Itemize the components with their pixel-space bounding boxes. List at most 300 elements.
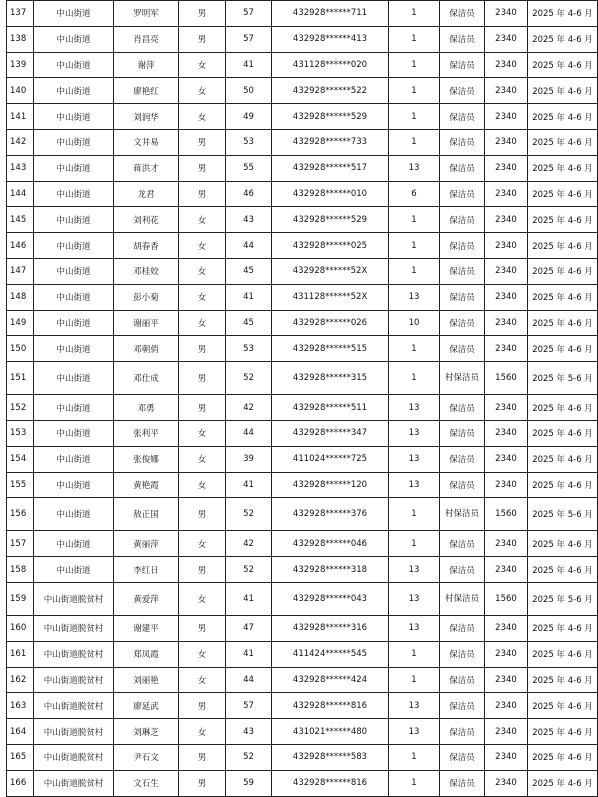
amount-cell: 2340 [485,258,528,284]
table-row [7,744,598,770]
id-number-cell: 432928******733 [272,129,389,155]
street-cell: 中山街道脱贫村 [34,719,114,745]
sex-cell: 男 [179,129,226,155]
period-cell: 2025 年 4-6 月 [528,420,598,446]
id-number-cell: 432928******026 [272,310,389,336]
job-cell: 村保洁员 [440,362,485,395]
group-cell: 13 [389,557,440,583]
period-cell: 2025 年 4-6 月 [528,395,598,421]
name-cell: 张利平 [114,420,179,446]
period-cell: 2025 年 4-6 月 [528,104,598,130]
job-cell: 保洁员 [440,207,485,233]
row-number-cell: 139 [7,52,34,78]
id-number-cell: 431128******020 [272,52,389,78]
job-cell: 保洁员 [440,104,485,130]
sex-cell: 女 [179,233,226,259]
id-number-cell: 432928******010 [272,181,389,207]
amount-cell: 2340 [485,104,528,130]
sex-cell: 女 [179,207,226,233]
period-cell: 2025 年 4-6 月 [528,310,598,336]
table-row [7,1,598,27]
period-cell: 2025 年 5-6 月 [528,498,598,531]
group-cell: 13 [389,155,440,181]
job-cell: 保洁员 [440,284,485,310]
amount-cell: 2340 [485,472,528,498]
age-cell: 45 [226,258,272,284]
age-cell: 55 [226,155,272,181]
name-cell: 文石生 [114,770,179,796]
table-row [7,233,598,259]
street-cell: 中山街道 [34,472,114,498]
period-cell: 2025 年 4-6 月 [528,181,598,207]
street-cell: 中山街道 [34,498,114,531]
table-row [7,362,598,395]
roster-sheet [6,0,593,797]
sex-cell: 男 [179,770,226,796]
period-cell: 2025 年 4-6 月 [528,1,598,27]
sex-cell: 男 [179,498,226,531]
job-cell: 保洁员 [440,336,485,362]
table-row [7,641,598,667]
period-cell: 2025 年 4-6 月 [528,641,598,667]
period-cell: 2025 年 4-6 月 [528,155,598,181]
name-cell: 邓勇 [114,395,179,421]
id-number-cell: 411024******725 [272,446,389,472]
table-row [7,498,598,531]
id-number-cell: 432928******711 [272,1,389,27]
street-cell: 中山街道 [34,78,114,104]
sex-cell: 男 [179,395,226,421]
row-number-cell: 137 [7,1,34,27]
row-number-cell: 144 [7,181,34,207]
row-number-cell: 149 [7,310,34,336]
sex-cell: 女 [179,104,226,130]
amount-cell: 2340 [485,336,528,362]
row-number-cell: 150 [7,336,34,362]
row-number-cell: 155 [7,472,34,498]
amount-cell: 2340 [485,667,528,693]
sex-cell: 男 [179,362,226,395]
group-cell: 1 [389,52,440,78]
row-number-cell: 161 [7,641,34,667]
table-row [7,615,598,641]
amount-cell: 2340 [485,531,528,557]
amount-cell: 2340 [485,420,528,446]
group-cell: 10 [389,310,440,336]
table-row [7,667,598,693]
sex-cell: 女 [179,284,226,310]
job-cell: 保洁员 [440,472,485,498]
street-cell: 中山街道 [34,1,114,27]
job-cell: 保洁员 [440,26,485,52]
street-cell: 中山街道 [34,26,114,52]
row-number-cell: 141 [7,104,34,130]
period-cell: 2025 年 4-6 月 [528,233,598,259]
age-cell: 44 [226,667,272,693]
street-cell: 中山街道 [34,420,114,446]
age-cell: 53 [226,336,272,362]
name-cell: 廖延武 [114,693,179,719]
amount-cell: 2340 [485,770,528,796]
row-number-cell: 152 [7,395,34,421]
group-cell: 13 [389,420,440,446]
age-cell: 57 [226,693,272,719]
age-cell: 39 [226,446,272,472]
id-number-cell: 431021******480 [272,719,389,745]
row-number-cell: 138 [7,26,34,52]
row-number-cell: 148 [7,284,34,310]
age-cell: 59 [226,770,272,796]
job-cell: 保洁员 [440,52,485,78]
street-cell: 中山街道 [34,155,114,181]
age-cell: 52 [226,362,272,395]
job-cell: 保洁员 [440,531,485,557]
street-cell: 中山街道脱贫村 [34,693,114,719]
name-cell: 谢建平 [114,615,179,641]
period-cell: 2025 年 4-6 月 [528,693,598,719]
table-row [7,310,598,336]
street-cell: 中山街道 [34,362,114,395]
job-cell: 保洁员 [440,557,485,583]
sex-cell: 女 [179,582,226,615]
name-cell: 刘丽艳 [114,667,179,693]
street-cell: 中山街道 [34,104,114,130]
period-cell: 2025 年 4-6 月 [528,719,598,745]
name-cell: 胡春香 [114,233,179,259]
street-cell: 中山街道 [34,336,114,362]
group-cell: 1 [389,207,440,233]
row-number-cell: 147 [7,258,34,284]
sex-cell: 男 [179,615,226,641]
id-number-cell: 432928******316 [272,615,389,641]
name-cell: 刘利花 [114,207,179,233]
group-cell: 1 [389,336,440,362]
sex-cell: 男 [179,744,226,770]
table-row [7,420,598,446]
table-row [7,557,598,583]
table-row [7,284,598,310]
id-number-cell: 432928******52X [272,258,389,284]
sex-cell: 女 [179,446,226,472]
table-row [7,395,598,421]
row-number-cell: 146 [7,233,34,259]
table-row [7,531,598,557]
period-cell: 2025 年 4-6 月 [528,557,598,583]
table-row [7,207,598,233]
amount-cell: 2340 [485,693,528,719]
period-cell: 2025 年 5-6 月 [528,582,598,615]
age-cell: 57 [226,1,272,27]
table-row [7,78,598,104]
sex-cell: 女 [179,531,226,557]
group-cell: 1 [389,233,440,259]
id-number-cell: 432928******347 [272,420,389,446]
age-cell: 41 [226,472,272,498]
job-cell: 保洁员 [440,395,485,421]
table-row [7,258,598,284]
job-cell: 保洁员 [440,258,485,284]
job-cell: 保洁员 [440,155,485,181]
name-cell: 肖昌亮 [114,26,179,52]
group-cell: 1 [389,531,440,557]
id-number-cell: 432928******583 [272,744,389,770]
row-number-cell: 140 [7,78,34,104]
amount-cell: 2340 [485,233,528,259]
id-number-cell: 432928******376 [272,498,389,531]
street-cell: 中山街道 [34,207,114,233]
name-cell: 谢萍 [114,52,179,78]
row-number-cell: 164 [7,719,34,745]
group-cell: 13 [389,693,440,719]
id-number-cell: 432928******529 [272,207,389,233]
amount-cell: 2340 [485,744,528,770]
name-cell: 邓桂姣 [114,258,179,284]
table-row [7,582,598,615]
age-cell: 46 [226,181,272,207]
amount-cell: 2340 [485,207,528,233]
row-number-cell: 143 [7,155,34,181]
group-cell: 1 [389,498,440,531]
job-cell: 村保洁员 [440,498,485,531]
name-cell: 尹石文 [114,744,179,770]
group-cell: 1 [389,26,440,52]
id-number-cell: 432928******511 [272,395,389,421]
street-cell: 中山街道 [34,446,114,472]
sex-cell: 男 [179,26,226,52]
name-cell: 彭小菊 [114,284,179,310]
street-cell: 中山街道 [34,395,114,421]
table-row [7,446,598,472]
period-cell: 2025 年 4-6 月 [528,472,598,498]
group-cell: 1 [389,258,440,284]
age-cell: 52 [226,498,272,531]
age-cell: 44 [226,233,272,259]
amount-cell: 2340 [485,129,528,155]
id-number-cell: 431128******52X [272,284,389,310]
table-row [7,693,598,719]
age-cell: 57 [226,26,272,52]
id-number-cell: 432928******413 [272,26,389,52]
age-cell: 47 [226,615,272,641]
table-row [7,26,598,52]
street-cell: 中山街道 [34,557,114,583]
job-cell: 保洁员 [440,667,485,693]
id-number-cell: 432928******424 [272,667,389,693]
group-cell: 1 [389,770,440,796]
amount-cell: 1560 [485,362,528,395]
age-cell: 42 [226,395,272,421]
sex-cell: 女 [179,258,226,284]
age-cell: 41 [226,641,272,667]
job-cell: 保洁员 [440,744,485,770]
name-cell: 廖艳红 [114,78,179,104]
row-number-cell: 142 [7,129,34,155]
sex-cell: 女 [179,52,226,78]
row-number-cell: 151 [7,362,34,395]
job-cell: 保洁员 [440,78,485,104]
street-cell: 中山街道脱贫村 [34,615,114,641]
roster-rows [7,1,598,797]
row-number-cell: 158 [7,557,34,583]
amount-cell: 2340 [485,310,528,336]
table-row [7,104,598,130]
name-cell: 黄爱萍 [114,582,179,615]
sex-cell: 女 [179,667,226,693]
table-row [7,336,598,362]
row-number-cell: 156 [7,498,34,531]
amount-cell: 2340 [485,26,528,52]
name-cell: 敖正国 [114,498,179,531]
row-number-cell: 145 [7,207,34,233]
period-cell: 2025 年 4-6 月 [528,770,598,796]
amount-cell: 2340 [485,181,528,207]
amount-cell: 2340 [485,641,528,667]
sex-cell: 男 [179,155,226,181]
group-cell: 1 [389,104,440,130]
id-number-cell: 432928******515 [272,336,389,362]
age-cell: 42 [226,531,272,557]
job-cell: 村保洁员 [440,582,485,615]
name-cell: 龙君 [114,181,179,207]
group-cell: 1 [389,744,440,770]
group-cell: 13 [389,284,440,310]
group-cell: 13 [389,395,440,421]
name-cell: 罗明军 [114,1,179,27]
street-cell: 中山街道 [34,233,114,259]
group-cell: 13 [389,472,440,498]
job-cell: 保洁员 [440,641,485,667]
street-cell: 中山街道 [34,284,114,310]
group-cell: 1 [389,129,440,155]
group-cell: 1 [389,667,440,693]
sex-cell: 女 [179,472,226,498]
street-cell: 中山街道脱贫村 [34,641,114,667]
id-number-cell: 432928******025 [272,233,389,259]
row-number-cell: 153 [7,420,34,446]
job-cell: 保洁员 [440,1,485,27]
age-cell: 53 [226,129,272,155]
group-cell: 13 [389,719,440,745]
job-cell: 保洁员 [440,129,485,155]
age-cell: 45 [226,310,272,336]
table-row [7,719,598,745]
table-row [7,181,598,207]
period-cell: 2025 年 4-6 月 [528,284,598,310]
row-number-cell: 157 [7,531,34,557]
name-cell: 邓朝俏 [114,336,179,362]
job-cell: 保洁员 [440,770,485,796]
id-number-cell: 432928******816 [272,770,389,796]
period-cell: 2025 年 4-6 月 [528,207,598,233]
amount-cell: 2340 [485,719,528,745]
roster-table [6,0,598,797]
period-cell: 2025 年 4-6 月 [528,129,598,155]
sex-cell: 男 [179,336,226,362]
street-cell: 中山街道 [34,310,114,336]
table-row [7,770,598,796]
job-cell: 保洁员 [440,446,485,472]
age-cell: 43 [226,719,272,745]
name-cell: 蒋洪才 [114,155,179,181]
id-number-cell: 432928******529 [272,104,389,130]
age-cell: 41 [226,582,272,615]
row-number-cell: 165 [7,744,34,770]
id-number-cell: 432928******046 [272,531,389,557]
period-cell: 2025 年 4-6 月 [528,258,598,284]
street-cell: 中山街道 [34,258,114,284]
age-cell: 41 [226,52,272,78]
age-cell: 44 [226,420,272,446]
amount-cell: 2340 [485,284,528,310]
sex-cell: 女 [179,420,226,446]
period-cell: 2025 年 4-6 月 [528,26,598,52]
amount-cell: 2340 [485,615,528,641]
street-cell: 中山街道 [34,129,114,155]
id-number-cell: 432928******318 [272,557,389,583]
age-cell: 49 [226,104,272,130]
amount-cell: 2340 [485,557,528,583]
period-cell: 2025 年 4-6 月 [528,52,598,78]
sex-cell: 女 [179,719,226,745]
group-cell: 13 [389,446,440,472]
name-cell: 文井易 [114,129,179,155]
street-cell: 中山街道脱贫村 [34,667,114,693]
id-number-cell: 432928******517 [272,155,389,181]
group-cell: 1 [389,1,440,27]
age-cell: 52 [226,744,272,770]
street-cell: 中山街道 [34,52,114,78]
row-number-cell: 162 [7,667,34,693]
period-cell: 2025 年 4-6 月 [528,744,598,770]
street-cell: 中山街道脱贫村 [34,744,114,770]
row-number-cell: 166 [7,770,34,796]
group-cell: 6 [389,181,440,207]
name-cell: 黄丽萍 [114,531,179,557]
row-number-cell: 154 [7,446,34,472]
group-cell: 13 [389,582,440,615]
age-cell: 52 [226,557,272,583]
row-number-cell: 159 [7,582,34,615]
period-cell: 2025 年 5-6 月 [528,362,598,395]
sex-cell: 男 [179,181,226,207]
street-cell: 中山街道 [34,531,114,557]
row-number-cell: 160 [7,615,34,641]
street-cell: 中山街道脱贫村 [34,770,114,796]
name-cell: 邓仕成 [114,362,179,395]
amount-cell: 1560 [485,582,528,615]
period-cell: 2025 年 4-6 月 [528,446,598,472]
job-cell: 保洁员 [440,233,485,259]
sex-cell: 男 [179,693,226,719]
id-number-cell: 432928******315 [272,362,389,395]
age-cell: 43 [226,207,272,233]
name-cell: 刘润华 [114,104,179,130]
group-cell: 1 [389,641,440,667]
group-cell: 1 [389,78,440,104]
street-cell: 中山街道 [34,181,114,207]
group-cell: 1 [389,362,440,395]
amount-cell: 2340 [485,155,528,181]
row-number-cell: 163 [7,693,34,719]
age-cell: 41 [226,284,272,310]
id-number-cell: 432928******043 [272,582,389,615]
period-cell: 2025 年 4-6 月 [528,667,598,693]
table-row [7,129,598,155]
period-cell: 2025 年 4-6 月 [528,78,598,104]
name-cell: 谢丽平 [114,310,179,336]
name-cell: 郑凤霞 [114,641,179,667]
id-number-cell: 411424******545 [272,641,389,667]
